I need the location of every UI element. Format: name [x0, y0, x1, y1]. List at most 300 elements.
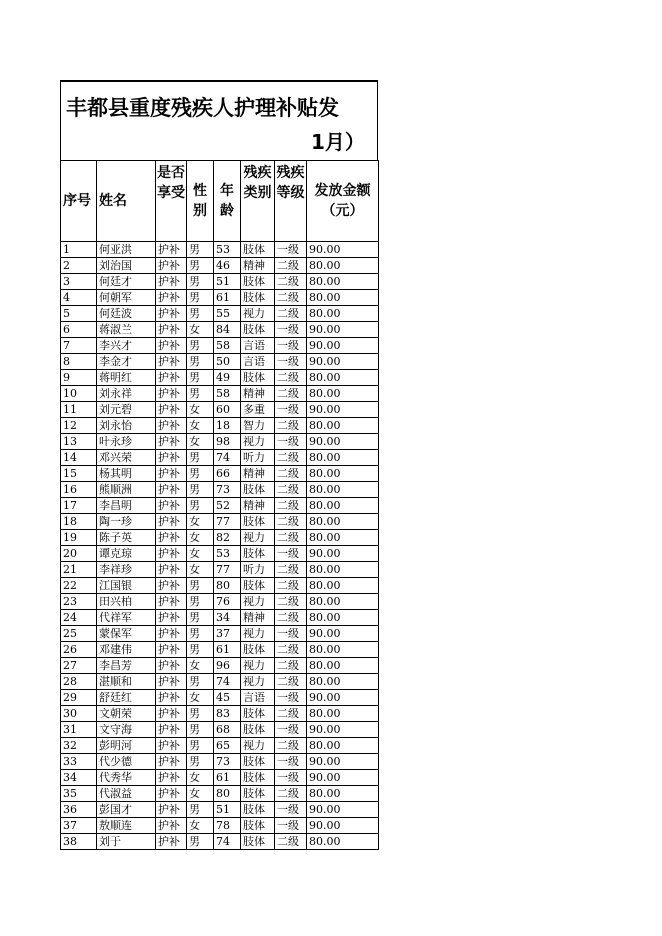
cell-seq: 3: [61, 274, 97, 290]
cell-gender: 男: [187, 834, 214, 850]
cell-grade: 一级: [275, 242, 307, 258]
cell-name: 代祥军: [97, 610, 156, 626]
cell-gender: 女: [187, 514, 214, 530]
cell-gender: 女: [187, 562, 214, 578]
table-row: [61, 418, 379, 434]
cell-name: 李昌芳: [97, 658, 156, 674]
cell-grade: 二级: [275, 594, 307, 610]
cell-seq: 23: [61, 594, 97, 610]
cell-enjoy: 护补: [156, 514, 187, 530]
cell-type: 视力: [241, 674, 275, 690]
table-row: [61, 386, 379, 402]
cell-type: 肢体: [241, 722, 275, 738]
cell-type: 精神: [241, 258, 275, 274]
table-row: [61, 818, 379, 834]
cell-enjoy: 护补: [156, 370, 187, 386]
cell-grade: 一级: [275, 802, 307, 818]
cell-type: 肢体: [241, 754, 275, 770]
cell-grade: 一级: [275, 818, 307, 834]
cell-name: 蒙保军: [97, 626, 156, 642]
cell-type: 视力: [241, 306, 275, 322]
cell-grade: 一级: [275, 354, 307, 370]
cell-amount: 80.00: [307, 514, 379, 530]
cell-grade: 二级: [275, 562, 307, 578]
cell-seq: 11: [61, 402, 97, 418]
table-row: [61, 578, 379, 594]
cell-gender: 女: [187, 818, 214, 834]
cell-age: 84: [214, 322, 241, 338]
cell-gender: 男: [187, 578, 214, 594]
cell-type: 听力: [241, 450, 275, 466]
cell-amount: 80.00: [307, 258, 379, 274]
cell-age: 65: [214, 738, 241, 754]
cell-type: 肢体: [241, 482, 275, 498]
cell-amount: 80.00: [307, 418, 379, 434]
cell-enjoy: 护补: [156, 498, 187, 514]
cell-seq: 33: [61, 754, 97, 770]
cell-type: 言语: [241, 338, 275, 354]
cell-gender: 男: [187, 722, 214, 738]
cell-enjoy: 护补: [156, 578, 187, 594]
cell-type: 肢体: [241, 514, 275, 530]
cell-grade: 一级: [275, 434, 307, 450]
table-row: [61, 274, 379, 290]
cell-name: 刘治国: [97, 258, 156, 274]
cell-name: 邓兴荣: [97, 450, 156, 466]
cell-seq: 5: [61, 306, 97, 322]
table-row: [61, 258, 379, 274]
cell-seq: 9: [61, 370, 97, 386]
cell-enjoy: 护补: [156, 562, 187, 578]
cell-amount: 90.00: [307, 402, 379, 418]
table-row: [61, 674, 379, 690]
cell-grade: 一级: [275, 322, 307, 338]
cell-age: 78: [214, 818, 241, 834]
col-header-grade: 残疾等级: [275, 161, 307, 242]
cell-type: 视力: [241, 626, 275, 642]
cell-grade: 二级: [275, 258, 307, 274]
cell-type: 肢体: [241, 274, 275, 290]
cell-enjoy: 护补: [156, 290, 187, 306]
cell-gender: 男: [187, 754, 214, 770]
cell-gender: 男: [187, 642, 214, 658]
cell-enjoy: 护补: [156, 642, 187, 658]
table-row: [61, 610, 379, 626]
cell-grade: 一级: [275, 626, 307, 642]
cell-enjoy: 护补: [156, 258, 187, 274]
cell-amount: 90.00: [307, 722, 379, 738]
cell-gender: 男: [187, 466, 214, 482]
cell-age: 96: [214, 658, 241, 674]
cell-grade: 二级: [275, 530, 307, 546]
cell-amount: 80.00: [307, 562, 379, 578]
cell-seq: 6: [61, 322, 97, 338]
cell-gender: 女: [187, 530, 214, 546]
cell-amount: 90.00: [307, 770, 379, 786]
cell-amount: 80.00: [307, 450, 379, 466]
cell-enjoy: 护补: [156, 738, 187, 754]
cell-amount: 90.00: [307, 754, 379, 770]
cell-age: 80: [214, 578, 241, 594]
table-row: [61, 482, 379, 498]
cell-age: 61: [214, 770, 241, 786]
table-row: [61, 786, 379, 802]
cell-seq: 16: [61, 482, 97, 498]
cell-enjoy: 护补: [156, 626, 187, 642]
cell-enjoy: 护补: [156, 338, 187, 354]
cell-name: 何朝军: [97, 290, 156, 306]
cell-age: 45: [214, 690, 241, 706]
cell-grade: 二级: [275, 306, 307, 322]
cell-type: 精神: [241, 610, 275, 626]
cell-enjoy: 护补: [156, 322, 187, 338]
cell-gender: 男: [187, 674, 214, 690]
cell-grade: 一级: [275, 338, 307, 354]
col-header-seq: 序号: [61, 161, 97, 242]
cell-type: 肢体: [241, 242, 275, 258]
cell-enjoy: 护补: [156, 402, 187, 418]
cell-seq: 25: [61, 626, 97, 642]
cell-grade: 二级: [275, 610, 307, 626]
cell-age: 51: [214, 274, 241, 290]
table-row: [61, 754, 379, 770]
cell-type: 肢体: [241, 578, 275, 594]
cell-name: 邓建伟: [97, 642, 156, 658]
table-row: [61, 514, 379, 530]
cell-name: 代少德: [97, 754, 156, 770]
cell-grade: 一级: [275, 546, 307, 562]
cell-enjoy: 护补: [156, 274, 187, 290]
cell-enjoy: 护补: [156, 786, 187, 802]
cell-name: 彭国才: [97, 802, 156, 818]
cell-gender: 男: [187, 290, 214, 306]
cell-enjoy: 护补: [156, 386, 187, 402]
cell-amount: 90.00: [307, 434, 379, 450]
cell-name: 彭明河: [97, 738, 156, 754]
cell-name: 谭克琼: [97, 546, 156, 562]
cell-name: 敖顺连: [97, 818, 156, 834]
cell-gender: 女: [187, 658, 214, 674]
cell-gender: 男: [187, 738, 214, 754]
cell-grade: 二级: [275, 482, 307, 498]
cell-type: 肢体: [241, 290, 275, 306]
cell-age: 58: [214, 386, 241, 402]
cell-seq: 10: [61, 386, 97, 402]
cell-age: 49: [214, 370, 241, 386]
cell-name: 熊顺洲: [97, 482, 156, 498]
cell-amount: 90.00: [307, 626, 379, 642]
cell-grade: 二级: [275, 418, 307, 434]
cell-seq: 36: [61, 802, 97, 818]
cell-seq: 4: [61, 290, 97, 306]
title-block: [60, 80, 378, 160]
cell-gender: 男: [187, 354, 214, 370]
col-header-age: 年龄: [214, 161, 241, 242]
cell-amount: 80.00: [307, 642, 379, 658]
cell-name: 陶一珍: [97, 514, 156, 530]
cell-seq: 21: [61, 562, 97, 578]
subsidy-table: [60, 160, 379, 850]
cell-enjoy: 护补: [156, 722, 187, 738]
table-row: [61, 562, 379, 578]
table-row: [61, 658, 379, 674]
cell-grade: 一级: [275, 722, 307, 738]
cell-amount: 80.00: [307, 274, 379, 290]
col-header-type: 残疾类别: [241, 161, 275, 242]
table-row: [61, 738, 379, 754]
cell-name: 陈子英: [97, 530, 156, 546]
cell-gender: 男: [187, 306, 214, 322]
cell-age: 50: [214, 354, 241, 370]
cell-grade: 二级: [275, 738, 307, 754]
cell-gender: 男: [187, 370, 214, 386]
cell-grade: 二级: [275, 274, 307, 290]
col-header-gender: 性别: [187, 161, 214, 242]
table-row: [61, 354, 379, 370]
cell-seq: 30: [61, 706, 97, 722]
cell-enjoy: 护补: [156, 658, 187, 674]
cell-age: 53: [214, 242, 241, 258]
cell-grade: 二级: [275, 466, 307, 482]
cell-type: 视力: [241, 738, 275, 754]
cell-enjoy: 护补: [156, 674, 187, 690]
col-header-enjoy: 是否享受: [156, 161, 187, 242]
table-row: [61, 722, 379, 738]
table-row: [61, 290, 379, 306]
table-row: [61, 402, 379, 418]
cell-type: 肢体: [241, 770, 275, 786]
cell-grade: 二级: [275, 386, 307, 402]
cell-name: 李金才: [97, 354, 156, 370]
table-row: [61, 450, 379, 466]
cell-grade: 一级: [275, 754, 307, 770]
cell-gender: 男: [187, 338, 214, 354]
cell-name: 刘永怡: [97, 418, 156, 434]
cell-type: 视力: [241, 434, 275, 450]
cell-name: 湛顺和: [97, 674, 156, 690]
cell-seq: 19: [61, 530, 97, 546]
cell-amount: 80.00: [307, 610, 379, 626]
cell-gender: 男: [187, 482, 214, 498]
cell-enjoy: 护补: [156, 610, 187, 626]
cell-amount: 80.00: [307, 370, 379, 386]
cell-name: 李昌明: [97, 498, 156, 514]
cell-name: 蒋淑兰: [97, 322, 156, 338]
cell-grade: 二级: [275, 290, 307, 306]
cell-grade: 二级: [275, 642, 307, 658]
table-row: [61, 546, 379, 562]
cell-age: 76: [214, 594, 241, 610]
cell-age: 34: [214, 610, 241, 626]
cell-type: 肢体: [241, 642, 275, 658]
cell-gender: 女: [187, 690, 214, 706]
cell-seq: 1: [61, 242, 97, 258]
cell-name: 江国银: [97, 578, 156, 594]
cell-age: 46: [214, 258, 241, 274]
cell-enjoy: 护补: [156, 706, 187, 722]
cell-name: 何亚洪: [97, 242, 156, 258]
cell-enjoy: 护补: [156, 754, 187, 770]
cell-seq: 13: [61, 434, 97, 450]
cell-amount: 90.00: [307, 802, 379, 818]
cell-name: 杨其明: [97, 466, 156, 482]
cell-gender: 女: [187, 546, 214, 562]
cell-enjoy: 护补: [156, 546, 187, 562]
cell-seq: 26: [61, 642, 97, 658]
cell-seq: 15: [61, 466, 97, 482]
cell-gender: 男: [187, 242, 214, 258]
table-row: [61, 802, 379, 818]
cell-age: 77: [214, 514, 241, 530]
cell-type: 多重: [241, 402, 275, 418]
cell-enjoy: 护补: [156, 770, 187, 786]
cell-name: 田兴柏: [97, 594, 156, 610]
cell-type: 肢体: [241, 786, 275, 802]
cell-gender: 女: [187, 418, 214, 434]
cell-age: 58: [214, 338, 241, 354]
cell-gender: 女: [187, 770, 214, 786]
cell-gender: 男: [187, 258, 214, 274]
cell-grade: 二级: [275, 706, 307, 722]
cell-seq: 27: [61, 658, 97, 674]
cell-gender: 男: [187, 626, 214, 642]
cell-age: 74: [214, 834, 241, 850]
cell-type: 肢体: [241, 802, 275, 818]
cell-grade: 二级: [275, 514, 307, 530]
cell-enjoy: 护补: [156, 834, 187, 850]
cell-name: 文守海: [97, 722, 156, 738]
cell-gender: 女: [187, 434, 214, 450]
cell-grade: 一级: [275, 402, 307, 418]
cell-age: 61: [214, 290, 241, 306]
page-title-month: 1月）: [311, 130, 365, 154]
table-row: [61, 322, 379, 338]
cell-grade: 一级: [275, 690, 307, 706]
cell-amount: 90.00: [307, 338, 379, 354]
spreadsheet: [60, 80, 378, 850]
cell-amount: 80.00: [307, 594, 379, 610]
table-row: [61, 626, 379, 642]
cell-type: 智力: [241, 418, 275, 434]
cell-age: 53: [214, 546, 241, 562]
cell-age: 74: [214, 450, 241, 466]
cell-age: 55: [214, 306, 241, 322]
cell-amount: 80.00: [307, 658, 379, 674]
cell-name: 代秀华: [97, 770, 156, 786]
cell-age: 80: [214, 786, 241, 802]
cell-age: 74: [214, 674, 241, 690]
cell-name: 刘永祥: [97, 386, 156, 402]
cell-age: 73: [214, 482, 241, 498]
cell-amount: 80.00: [307, 290, 379, 306]
table-row: [61, 642, 379, 658]
cell-enjoy: 护补: [156, 818, 187, 834]
cell-name: 舒廷红: [97, 690, 156, 706]
page-title: 丰都县重度残疾人护理补贴发: [66, 96, 339, 120]
cell-amount: 90.00: [307, 242, 379, 258]
col-header-amount: 发放金额（元）: [307, 161, 379, 242]
cell-enjoy: 护补: [156, 418, 187, 434]
cell-seq: 2: [61, 258, 97, 274]
cell-amount: 90.00: [307, 818, 379, 834]
cell-age: 83: [214, 706, 241, 722]
table-row: [61, 370, 379, 386]
cell-grade: 二级: [275, 370, 307, 386]
cell-age: 18: [214, 418, 241, 434]
cell-seq: 17: [61, 498, 97, 514]
cell-name: 刘于: [97, 834, 156, 850]
cell-type: 视力: [241, 594, 275, 610]
cell-grade: 二级: [275, 786, 307, 802]
cell-seq: 12: [61, 418, 97, 434]
cell-amount: 80.00: [307, 466, 379, 482]
cell-age: 60: [214, 402, 241, 418]
cell-gender: 女: [187, 786, 214, 802]
cell-age: 37: [214, 626, 241, 642]
cell-seq: 34: [61, 770, 97, 786]
cell-type: 肢体: [241, 370, 275, 386]
cell-age: 52: [214, 498, 241, 514]
cell-seq: 24: [61, 610, 97, 626]
cell-enjoy: 护补: [156, 594, 187, 610]
cell-amount: 90.00: [307, 690, 379, 706]
cell-amount: 90.00: [307, 546, 379, 562]
cell-amount: 80.00: [307, 786, 379, 802]
cell-seq: 37: [61, 818, 97, 834]
cell-seq: 18: [61, 514, 97, 530]
cell-type: 言语: [241, 354, 275, 370]
cell-seq: 22: [61, 578, 97, 594]
cell-name: 文朝荣: [97, 706, 156, 722]
cell-gender: 男: [187, 274, 214, 290]
table-row: [61, 306, 379, 322]
cell-name: 李祥珍: [97, 562, 156, 578]
cell-grade: 二级: [275, 450, 307, 466]
cell-enjoy: 护补: [156, 466, 187, 482]
cell-age: 66: [214, 466, 241, 482]
cell-amount: 80.00: [307, 498, 379, 514]
cell-type: 精神: [241, 498, 275, 514]
cell-type: 肢体: [241, 818, 275, 834]
cell-amount: 90.00: [307, 354, 379, 370]
cell-enjoy: 护补: [156, 450, 187, 466]
cell-type: 精神: [241, 466, 275, 482]
cell-gender: 男: [187, 498, 214, 514]
cell-age: 61: [214, 642, 241, 658]
cell-amount: 80.00: [307, 706, 379, 722]
table-row: [61, 530, 379, 546]
cell-amount: 80.00: [307, 834, 379, 850]
cell-gender: 女: [187, 402, 214, 418]
cell-name: 代淑益: [97, 786, 156, 802]
cell-grade: 二级: [275, 578, 307, 594]
cell-age: 73: [214, 754, 241, 770]
cell-type: 言语: [241, 690, 275, 706]
table-row: [61, 434, 379, 450]
cell-name: 刘元碧: [97, 402, 156, 418]
cell-age: 98: [214, 434, 241, 450]
cell-seq: 20: [61, 546, 97, 562]
cell-amount: 90.00: [307, 322, 379, 338]
cell-amount: 80.00: [307, 306, 379, 322]
col-header-name: 姓名: [97, 161, 156, 242]
cell-name: 李兴才: [97, 338, 156, 354]
cell-seq: 28: [61, 674, 97, 690]
cell-seq: 38: [61, 834, 97, 850]
cell-seq: 35: [61, 786, 97, 802]
cell-enjoy: 护补: [156, 434, 187, 450]
cell-name: 何廷才: [97, 274, 156, 290]
